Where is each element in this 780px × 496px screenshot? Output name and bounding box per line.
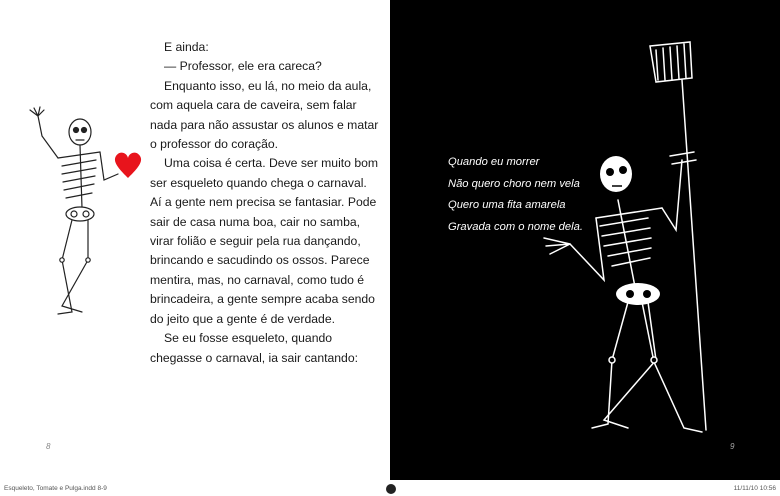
paragraph: E ainda: [164,40,209,54]
story-text [150,38,380,368]
poem-line: Não quero choro nem vela [448,177,580,190]
registration-mark-icon [386,484,396,494]
page-number-right: 9 [730,442,735,451]
page-number-left: 8 [46,442,51,451]
paragraph: Enquanto isso, eu lá, no meio da aula, com aquela cara de caveira, sem falar nada para não assustar os alunos e matar o professor do coração. [150,78,379,152]
paragraph: Se eu fosse esqueleto, quando chegasse o carnaval, ia sair cantando: [150,331,358,365]
timestamp: 11/11/10 10:56 [733,485,776,492]
heart-icon [115,153,141,178]
left-page [0,0,390,480]
file-label: Esqueleto, Tomate e Pulga.indd 8-9 [4,485,107,492]
poem-line: Quero uma fita amarela [448,199,566,211]
poem-line: Gravada com o nome dela. [448,220,583,233]
skeleton-with-heart-illustration [0,100,150,330]
paragraph: Uma coisa é certa. Deve ser muito bom ser esqueleto quando chega o carnaval. Aí a gente nem precisa se fantasiar. Pode sair de casa numa boa, cair no samba, virar folião e seguir pela rua dançando, brincando e sacudindo os ossos. Parece mentira, mas, no carnaval, como tudo é brincadeira, a gente sempre acaba sendo do jeito que a gente é de verdade. [150,156,379,326]
poem-line: Quando eu morrer [448,156,540,168]
skeleton-with-broom-illustration [530,40,730,440]
paragraph: — Professor, ele era careca? [164,59,322,74]
